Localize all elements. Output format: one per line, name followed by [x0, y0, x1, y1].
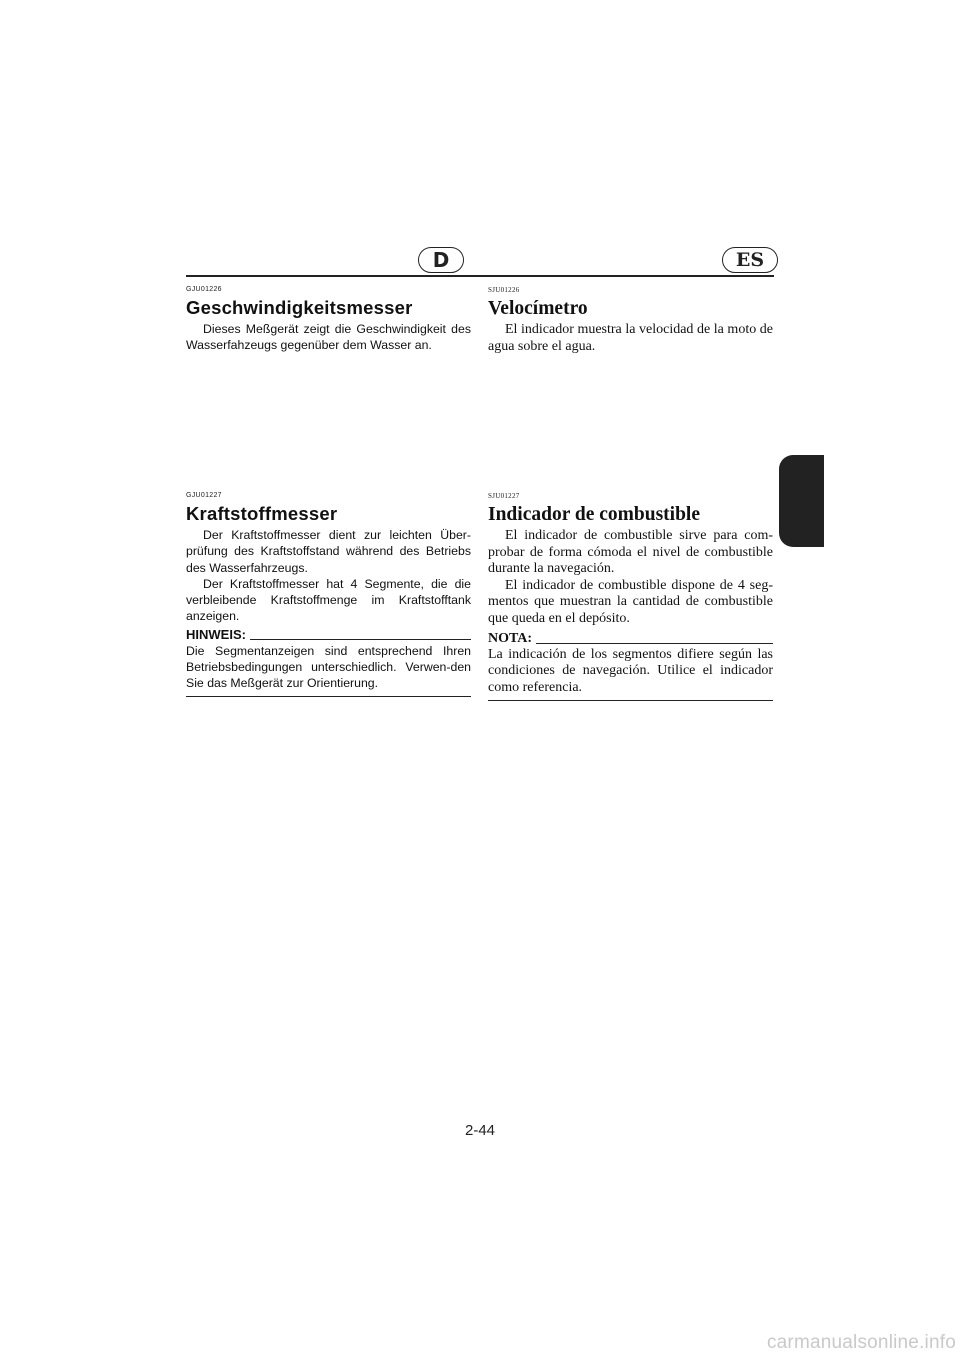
section-paragraph: El indicador de combustible dispone de 4 seg-mentos que muestran la cantidad de combustible que queda en el depósito.	[488, 577, 773, 626]
language-badge-german-label: D	[432, 248, 450, 272]
section-body: El indicador muestra la velocidad de la moto de agua sobre el agua.	[488, 322, 773, 354]
section-paragraph: El indicador de combustible sirve para com-probar de forma cómoda el nivel de combustible durante la navegación.	[488, 528, 773, 577]
section-title: Geschwindigkeitsmesser	[186, 297, 413, 318]
section-fuel-gauge-de	[186, 492, 471, 697]
section-code: SJU01226	[488, 286, 520, 294]
section-body: Dieses Meßgerät zeigt die Geschwindigkeit des Wasserfahzeugs gegenüber dem Wasser an.	[186, 322, 471, 353]
section-paragraph: Der Kraftstoffmesser dient zur leichten Über-prüfung des Kraftstoffstand während des Betriebs des Wasserfahrzeugs.	[186, 528, 471, 575]
section-code: GJU01227	[186, 492, 222, 499]
note-end-rule	[488, 700, 773, 701]
section-title: Velocímetro	[488, 298, 588, 319]
section-paragraph: Der Kraftstoffmesser hat 4 Segmente, die die verbleibende Kraftstoffmenge im Kraftstofftank anzeigen.	[186, 576, 471, 624]
section-speedometer-de	[186, 286, 471, 354]
note-rule	[536, 643, 773, 644]
language-badge-spanish	[722, 247, 778, 273]
note-header	[186, 627, 471, 643]
watermark: carmanualsonline.info	[766, 1332, 956, 1353]
chapter-tab	[779, 455, 824, 547]
note-end-rule	[186, 696, 471, 697]
note-rule	[250, 639, 471, 640]
section-code: GJU01226	[186, 286, 222, 293]
note-text: La indicación de los segmentos difiere según las condiciones de navegación. Utilice el indicador como referencia.	[488, 646, 773, 695]
note-label: NOTA:	[488, 630, 533, 646]
language-badge-german	[418, 247, 464, 273]
note-text: Die Segmentanzeigen sind entsprechend Ihren Betriebsbedingungen unterschiedlich. Verwen-den Sie das Meßgerät zur Orientierung.	[186, 643, 471, 691]
section-speedometer-es	[488, 286, 773, 355]
section-fuel-gauge-es	[488, 492, 773, 701]
section-title: Indicador de combustible	[488, 504, 701, 525]
section-title: Kraftstoffmesser	[186, 503, 338, 524]
language-badge-spanish-label: ES	[735, 249, 765, 271]
header-rule	[186, 275, 774, 277]
note-header	[488, 630, 773, 647]
page-number: 2-44	[464, 1122, 496, 1139]
note-label: HINWEIS:	[186, 626, 246, 642]
section-code: SJU01227	[488, 492, 520, 500]
